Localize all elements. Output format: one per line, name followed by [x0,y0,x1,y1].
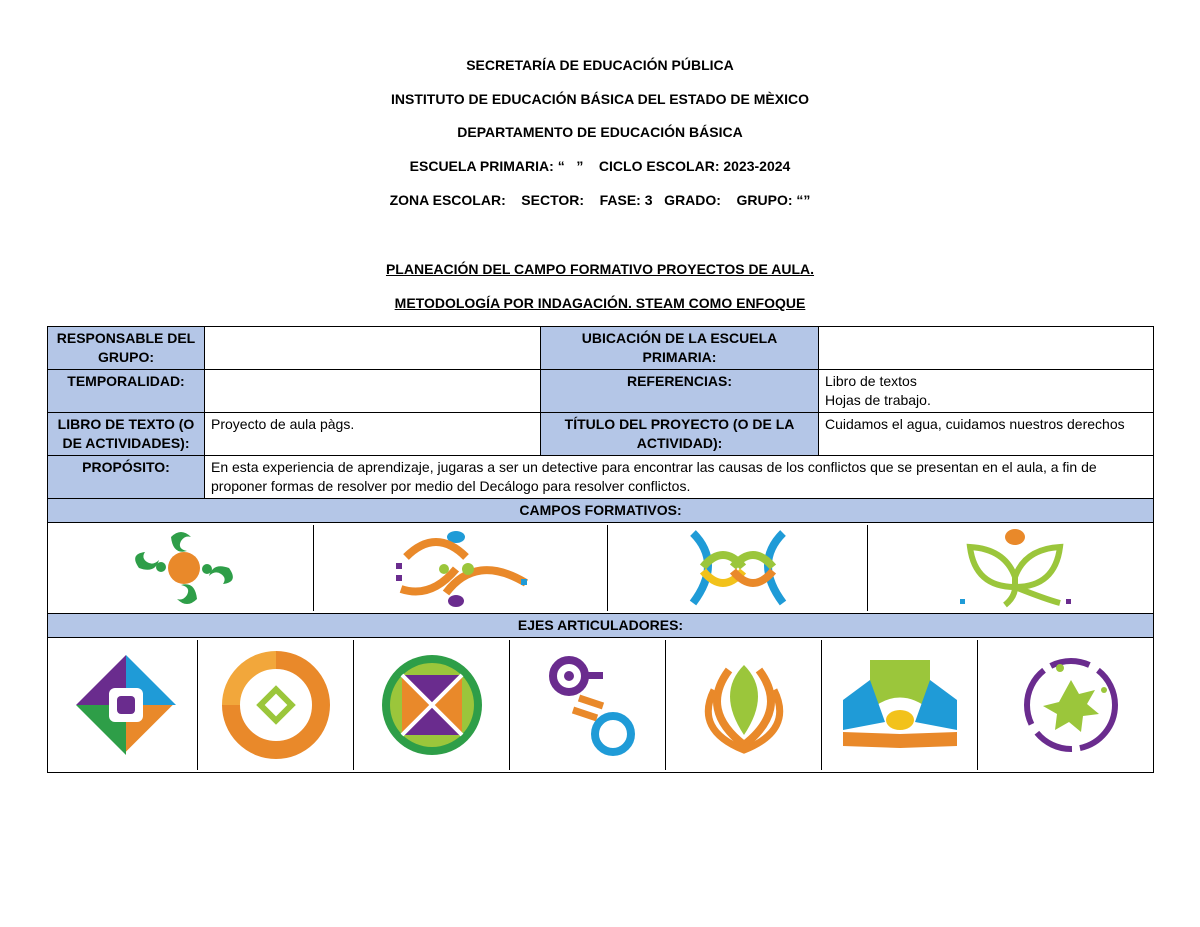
planeacion-title: PLANEACIÓN DEL CAMPO FORMATIVO PROYECTOS DE AULA. [385,261,815,277]
header-escuela: ESCUELA PRIMARIA: “ ” CICLO ESCOLAR: 2023-2024 [409,158,791,174]
titulo-field[interactable]: Cuidamos el agua, cuidamos nuestros derechos [819,413,1154,456]
referencias-line-2: Hojas de trabajo. [825,392,931,408]
ubicacion-label: UBICACIÓN DE LA ESCUELA PRIMARIA: [541,327,819,370]
header-departamento: DEPARTAMENTO DE EDUCACIÓN BÁSICA [457,124,743,140]
header-zona: ZONA ESCOLAR: SECTOR: FASE: 3 GRADO: GRUPO: “” [389,192,811,208]
referencias-line-1: Libro de textos [825,373,917,389]
proposito-label: PROPÓSITO: [48,456,205,499]
interculturalidad-critica-icon [354,640,510,770]
responsable-label: RESPONSABLE DEL GRUPO: [48,327,205,370]
planning-table [47,326,1154,773]
lenguajes-icon [54,525,314,611]
libro-field[interactable]: Proyecto de aula pàgs. [205,413,541,456]
etica-naturaleza-sociedades-icon [608,525,868,611]
referencias-field[interactable] [819,370,1154,413]
temporalidad-field[interactable] [205,370,541,413]
temporalidad-label: TEMPORALIDAD: [48,370,205,413]
humano-comunitario-icon [868,525,1161,611]
ejes-articuladores-band: EJES ARTICULADORES: [48,614,1154,638]
header-secretaria: SECRETARÍA DE EDUCACIÓN PÚBLICA [466,57,734,73]
ubicacion-field[interactable] [819,327,1154,370]
ejes-articuladores-row [48,638,1154,773]
metodologia-title: METODOLOGÍA POR INDAGACIÓN. STEAM COMO ENFOQUE [394,295,806,311]
header-instituto: INSTITUTO DE EDUCACIÓN BÁSICA DEL ESTADO DE MÈXICO [391,91,809,107]
saberes-pensamiento-cientifico-icon [314,525,608,611]
titulo-label: TÍTULO DEL PROYECTO (O DE LA ACTIVIDAD): [541,413,819,456]
igualdad-genero-icon [510,640,666,770]
libro-label: LIBRO DE TEXTO (O DE ACTIVIDADES): [48,413,205,456]
lectura-escritura-icon [822,640,978,770]
inclusion-icon [54,640,198,770]
campos-formativos-row [48,523,1154,614]
vida-saludable-icon [666,640,822,770]
pensamiento-critico-icon [198,640,354,770]
referencias-label: REFERENCIAS: [541,370,819,413]
campos-formativos-band: CAMPOS FORMATIVOS: [48,499,1154,523]
responsable-field[interactable] [205,327,541,370]
proposito-field[interactable]: En esta experiencia de aprendizaje, jugaras a ser un detective para encontrar las causas de los conflictos que se presentan en el aula, a fin de proponer formas de resolver por medio del Decálogo para resolver conflictos. [205,456,1154,499]
artes-experiencias-esteticas-icon [978,640,1164,770]
